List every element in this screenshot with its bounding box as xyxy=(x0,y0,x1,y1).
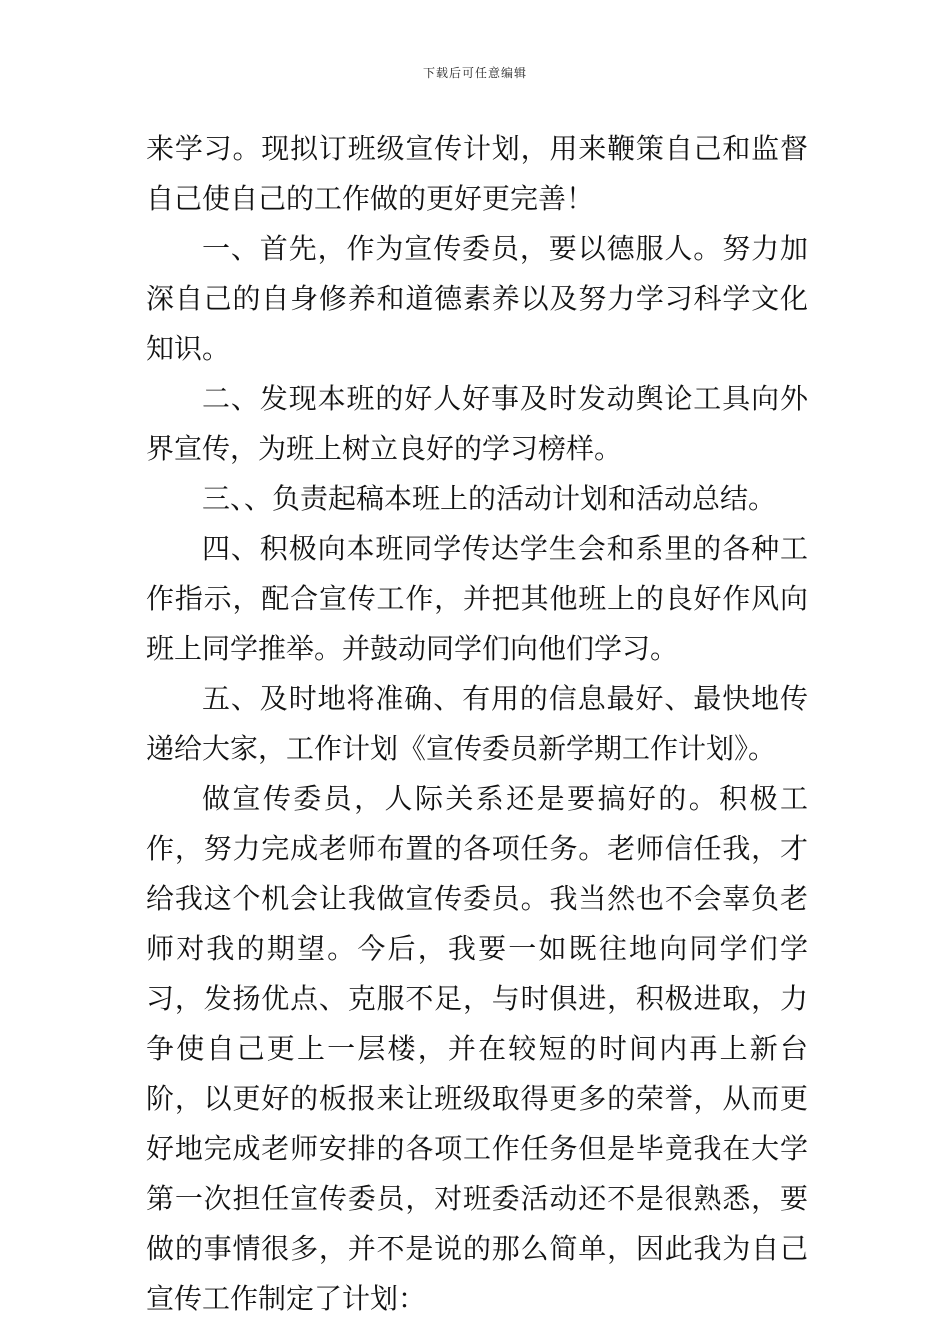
paragraph-item-1: 一、首先，作为宣传委员，要以德服人。努力加深自己的自身修养和道德素养以及努力学习科学文化知识。 xyxy=(146,232,808,365)
paragraph-closing: 做宣传委员，人际关系还是要搞好的。积极工作，努力完成老师布置的各项任务。老师信任我，才给我这个机会让我做宣传委员。我当然也不会辜负老师对我的期望。今后，我要一如既往地向同学们学习，发扬优点、克服不足，与时俱进，积极进取，力争使自己更上一层楼，并在较短的时间内再上新台阶，以更好的板报来让班级取得更多的荣誉，从而更好地完成老师安排的各项工作任务但是毕竟我在大学第一次担任宣传委员，对班委活动还不是很熟悉，要做的事情很多，并不是说的那么简单，因此我为自己宣传工作制定了计划： xyxy=(146,782,808,1315)
paragraph-item-3: 三、、负责起稿本班上的活动计划和活动总结。 xyxy=(202,482,777,515)
paragraph-item-5: 五、及时地将准确、有用的信息最好、最快地传递给大家，工作计划《宣传委员新学期工作计划》。 xyxy=(146,682,808,765)
header-note: 下载后可任意编辑 xyxy=(422,66,527,80)
paragraph-item-4: 四、积极向本班同学传达学生会和系里的各种工作指示，配合宣传工作，并把其他班上的良好作风向班上同学推举。并鼓动同学们向他们学习。 xyxy=(146,532,808,665)
paragraph-intro: 来学习。现拟订班级宣传计划，用来鞭策自己和监督自己使自己的工作做的更好更完善！ xyxy=(146,132,808,215)
document-body xyxy=(146,124,808,1324)
paragraph-item-2: 二、发现本班的好人好事及时发动舆论工具向外界宣传，为班上树立良好的学习榜样。 xyxy=(146,382,808,465)
